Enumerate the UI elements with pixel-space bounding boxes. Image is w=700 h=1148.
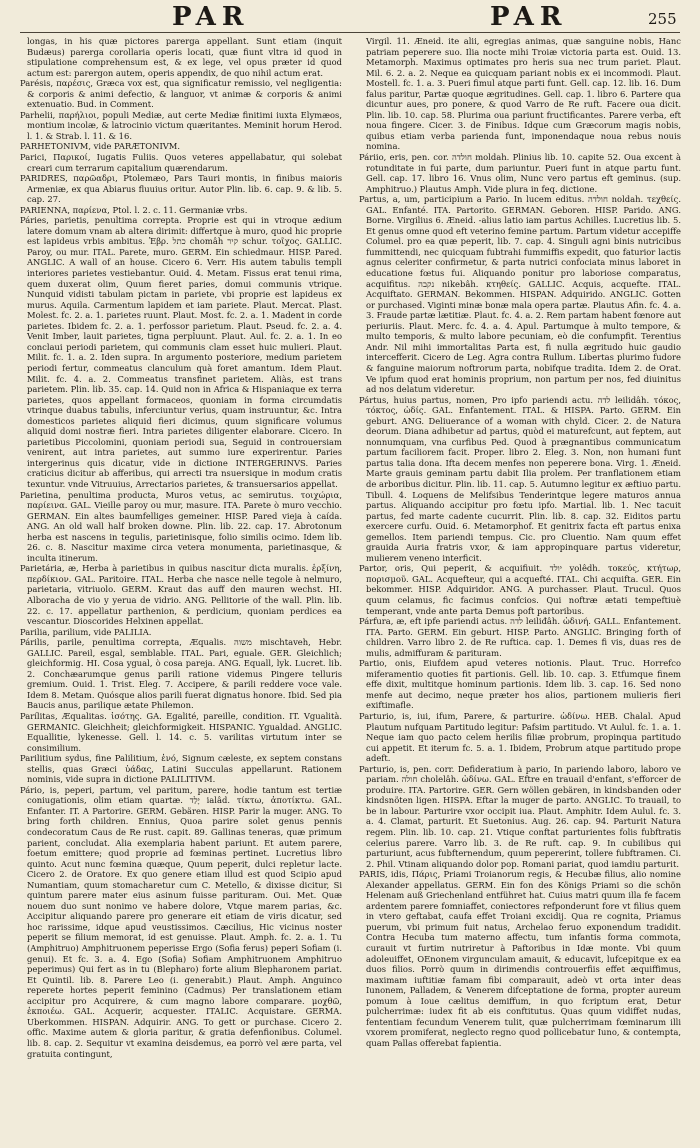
right-column xyxy=(359,36,681,1142)
dictionary-entry: Párilis, parile, penultima correpta, Æqualis. משוה mischtaveh, Hebr. GALLIC. Pareil, esgal, semblable. ITAL. Pari, eguale. GER. Gleichlich; gleichformig. HI. Cosa ygual, ò cosa pareja. ANG. Equall, lyk. Lucret. lib. 2. Conchæarumque genus parili ratione videmus Pingere telluris gremium. Ouid. 1. Trist. Eleg. 7. Accipere, & parili reddere voce vale. Idem 8. Metam. Quósque alios parili fuerat dignatus honore. Ibid. Sed pia Baucis anus, parilique ætate Philemon. xyxy=(20,637,342,711)
dictionary-entry: Parílitas, Æqualitas. ἰσότης. GA. Egalité, pareille, condition. IT. Vgualità. GERMANIC. Gleichheit; gleichformigkeit. HISPANIC. Ygualdad. ANGLIC. Equallitie, lykenesse. Gell. l. 14. c. 5. varilitas virtutum inter se consimilium. xyxy=(20,711,342,753)
dictionary-entry: Parésis, παρέσις, Græca vox est, qua significatur remissio, vel negligentia: & corporis & animi defectio, & languor, vt animæ & corporis & animi extenuatio. Bud. in Comment. xyxy=(20,78,342,110)
dictionary-entry: Parilitium sydus, fine Palilitium, ἐνό, Signum cæleste, ex septem constans stellis, quas Græci ὑάδας, Latini Succulas appellarunt. Rationem nominis, vide supra in dictione PALILITIVM. xyxy=(20,753,342,785)
dictionary-entry: PARIS, idis, Πάρις, Priami Troianorum regis, & Hecubæ filius, alio nomine Alexander appellatus. GERM. Ein fon des Königs Priami so die schön Helenam auß Griechenland entführet hat. Cuius matri quum illa fe facem ardentem parere fomniaffet, coniectores refponderunt fore vt filius quem in vtero geftabat, caufa effet Troiani excidij. Qua re cognita, Priamus puerum, vbi primum fuit natus, Archelao feruo exponendum tradidit. Contra Hecuba tum materno affectu, tum infantis forma commota, curauit vt furtim nutriretur à Paftoribus in Idæ monte. Vbi quum adoleuiffet, OEnonem virgunculam amauit, & educavit, lufcepitque ex ea duos filios. Porrò quum in dirimendis controuerfiis effet æquiffimus, maximam iuftitiæ famam fibi comparauit, adeò vt orta inter deas Iunonem, Palladem, & Venerem difceptatione de forma, propter aureum pomum à Ioue cælitus demiffum, in quo fcriptum erat, Detur pulcherrimæ: iudex fit ab eis conftitutus. Quas quum vidiffet nudas, fententiam fecundum Venerem tulit, quæ pulcherrimam fœminarum illi vxorem promiferat, neglecto regno quod pollicebatur Iuno, & contempta, quam Pallas offerebat fapientia. xyxy=(359,869,681,1048)
dictionary-entry: Parturio, is, iui, ifum, Parere, & parturire. ὠδίνω. HEB. Chalal. Apud Plautum nufquam Partitudo legitur: Pafsim partitudo. Vt Aulul. fc. 1. a. 1. Neque iam quo pacto celem herilis filiæ probrum, propinqua partitudo cui appetit. Et iterum fc. 5. a. 1. Ibidem, Probrum atque partitudo prope adeft. xyxy=(359,711,681,764)
dictionary-entry: Párfura, æ, eft ipfe pariendi actus. לדה leiliđâh. ὠδινή. GALL. Enfantement. ITA. Parto. GERM. Ein geburt. HISP. Parto. ANGLIC. Bringing forth of children. Varro libro 2. de Re ruftica. cap. 1. Demes fi vis, duas res de mulis, admiffuram & parituram. xyxy=(359,616,681,658)
dictionary-entry: Parici, Παρικοί, Iugatis Fuliis. Quos veteres appellabatur, qui solebat creari cum terrarum capitalium quærendarum. xyxy=(20,152,342,173)
dictionary-entry: Parietária, æ, Herba à parietibus in quibus nascitur dicta muralis. ἑρξίνη, περδίκιον. GAL. Paritoire. ITAL. Herba che nasce nelle tegole à nelmuro, parietaria, vitriuolo. GERM. Kraut das auff den mauren wechst. HI. Alboracha de vio y yerua de vidrio. ANG. Pellitorie of the wall. Plin. lib. 22. c. 17. appellatur parthenion, & perdicium, quoniam perdices ea vescantur. Dioscorides Helxinen appellat. xyxy=(20,563,342,627)
dictionary-entry: Partor, oris, Qui peperit, & acquifiuit. יולד yolêdh. τοκεύς, κτήτωρ, πορισμοῦ. GAL. Acquefteur, qui a acquefté. ITAL. Chi acquifta. GER. Ein bekommer. HISP. Adquiridor. ANG. A purchasser. Plaut. Trucul. Quos quum celamus, fic facimus confcios. Qui noftræ ætati tempeftiuè temperant, vnde ante parta Demus poft partoribus. xyxy=(359,563,681,616)
dictionary-entry: PARIDRES, παρῶαδρι, Ptolemæo, Pars Tauri montis, in finibus maioris Armeniæ, ex qua Abiarus fluuius oritur. Autor Plin. lib. 6. cap. 9. & lib. 5. cap. 27. xyxy=(20,173,342,205)
header-rule xyxy=(20,32,680,33)
dictionary-entry: Parietina, penultima producta, Muros vetus, ac semirutus. τοιχώρια, παρίεινα. GAL. Vieille paroy ou mur, masure. ITA. Parete ò muro vecchio. GERMAN. Ein altes baumfelliges gemeiner. HISP. Pared vieja à caída. ANG. An old wall half broken downe. Plin. lib. 22. cap. 17. Abrotonum herba est nascens in tegulis, parietinisque, folio similis ocimo. Idem lib. 26. c. 8. Nascitur maxime circa vetera monumenta, parietinasque, & inculta itinerum. xyxy=(20,489,342,563)
left-running-head: PAR xyxy=(172,2,250,32)
dictionary-entry: Parilia, parilium, vide PALILIA. xyxy=(20,626,152,637)
right-running-head: PAR xyxy=(490,2,568,32)
dictionary-entry: Páriio, eris, pen. cor. חולדה moldah. Plinius lib. 10. capite 52. Oua excent à rotunditate in fui parte, dum pariuntur. Pueri funt in atque partu funt. Gell. cap. 17. libro 16. Vnus olim, Nunc vero partus eft geminus. (sup. Amphitruo.) Plautus Amph. Vide plura in feq. dictione. xyxy=(359,152,681,194)
running-header xyxy=(0,0,700,40)
dictionary-entry: Partio, onis, Eiufdem apud veteres notionis. Plaut. Truc. Horrefco miferamentio quoties fit partionis. Gell. lib. 10. cap. 3. Etfumque finem effe dixit, multitque hominum partionis. Idem lib. 3. cap. 16. Sed nono menfe aut decimo, neque præter hos alios, partionem mulieris fieri exiftimafle. xyxy=(359,658,681,711)
dictionary-entry: Páries, parietis, penultima correpta. Proprie est qui in vtroque ædium latere domum vnam ab altera dirimit: differtque à muro, quod hic proprie est lapideus vrbis ambitus. Ἑβρ. כתל chomâh קיר schur. τοῖχος. GALLIC. Paroy, ou mur. ITAL. Parete, muro. GERM. Ein schiedmaur. HISP. Pared. ANGLIC. A wall of an house. Cicero 6. Verr. His autem tabulis templi interiores parietes vestiebantur. Ouid. 4. Metam. Fissus erat tenui rima, quem duxerat olim, Quum fieret paries, domui communis vtrique. Nunquid vidisti tabulam pictam in pariete, vbi proprie est lapideus ex murus. Aquila. Carmentum lapidem et iam pariete. Plaut. Mercat. Plast. Molest. fc. 2. a. 1. parietes ruunt. Plaut. Most. fc. 2. a. 1. Madent in corde parietes. Ibidem fc. 2. a. 1. perfossor parietum. Plaut. Pseud. fc. 2. a. 4. Venit Imber, lauit parietes, tigna perpluunt. Plaut. Aul. fc. 2. a. 1. In eo conclaui periodi parietem, qui communis clam esset huic mulieri. Plaut. Milit. fc. 1. a. 2. Iden supra. In argumento posteriore, medium parietem periodi fertur, commeatus clanculum quà foret amantum. Idem Plaut. Milit. fc. 4. a. 2. Commeatus transfinet parietem. Aliàs, est trans parietem. Plin. lib. 35. cap. 14. Quid non in Africa & Hispaniaque ex terra parietes, quos appellant formaceos, quoniam in forma circumdatis vtrinque duabus tabulis, inferciuntur verius, quam instruuntur, &c. Intra domesticos parietes aliquid fieri dicimus, quum significare volumus aliquid domi nostræ fieri. Intra parietes diligenter elaborare. Cicero. In parietibus Piccolomini, quoniam periodi sua, Seguid in controuersiam venirent, aut intra parietes, aut summo iure experirentur. Paries intergerinus quis dicatur, vide in dictione INTERGERINVS. Paries craticius dicitur ab afferibus, qui arrecti tra nsuersique in modum cratis texuntur. vnde Vitruuius, Arrectarios parietes, & transuersarios appellat. xyxy=(20,215,342,489)
dictionary-entry: Partus, a, um, participium a Pario. In lucem editus. חולדה noldah. τεχθείς. GAL. Enfanté. ITA. Partorito. GERMAN. Geboren. HISP. Parido. ANG. Borne. Virgilius 6. Æneid. -alius latio iam partus Achilles. Lucretius lib. 5. Et genus omne quod eft veterino femine partum. Partum videtur accepiffe Columel. pro ea quæ peperit, lib. 7. cap. 4. Singuli agni binis nutricibus fummittendi, nec quicquam fubtrahi fummiffis expedit, quo faturior lactis agnus celeriter confirmetur, & parta nutrici confociata minus laboret in educatione fœtus fui. Aliquando ponitur pro laboriose comparatus, acquifitus. נקבה nikebâh. κτηθείς. GALLIC. Acquis, acquefte. ITAL. Acquiftato. GERMAN. Bekommen. HISPAN. Adquirido. ANGLIC. Gotten or purchased. Viginti minæ bonæ mala opera partæ. Plautus Afin. fc. 4. a. 3. Fraude partæ lætitiæ. Plaut. fc. 4. a. 2. Rem partam habent fœnore aut periuriis. Plaut. Merc. fc. 4. a. 4. Apul. Partumque à multo tempore, & multo temporis, & multo labore pecuniam, eò die confumpfit. Terentius Andr. Nil mihi immortalitas Parta est, fi nulla ægritudo huic gaudio intercefferit. Cicero de Leg. Agra contra Rullum. Libertas plurimo fudore & fanguine maiorum noftrorum parta, nobifque tradita. Idem 2. de Orat. Ve ipfum quod erat hominis proprium, non partum per nos, fed diuinitus ad nos delatum videretur. xyxy=(359,194,681,395)
dictionary-entry: PARIENNA, παρίενα, Ptol. l. 2. c. 11. Germaniæ vrbs. xyxy=(20,204,248,215)
dictionary-entry: Virgil. 11. Æneid. ite alii, egregias animas, quæ sanguine nobis, Hanc patriam peperere suo. Ilia nocte mihi Troiæ victoria parta est. Ouid. 13. Metamorph. Maximus optimates pro heris sua nec trum pariet. Plaut. Mil. 6. 2. a. 2. Neque ea quicquam pariant nobis ex ei incommodi. Plaut. Mostell. fc. 1. a. 3. Pueri fimul atque parti funt. Gell. cap. 12. lib. 16. Dum falus paritur, Partæ quoque ægritudines. Gell. cap. 1. libro 6. Partere qua dicuntur aues, pro ponere, & quod Varro de Re ruft. Facere oua dicit. Plin. lib. 10. cap. 58. Plurima oua pariunt fructificantes. Parere verba, eft noua fingere. Cicer. 3. de Finibus. Idque cum Græcorum magis nobis, quibus etiam verba parienda funt, imponendaque noua rebus nouis nomina. xyxy=(366,36,681,152)
dictionary-entry: Parturio, is, pen. corr. Defideratium à pario, In pariendo laboro, laboro ve pariam. חולה cholelâh. ὠδίνω. GAL. Eftre en trauail d'enfant, s'efforcer de produire. ITA. Partorire. GER. Gern wöllen gebären, in kindsbanden oder kindsnöten ligen. HISPA. Eftar la muger de parto. ANGLIC. To trauail, to be in labour. Parturire vxor occipit iua. Plaut. Amphitr. Idem Aulul. fc. 3. a. 4. Clamat, parturit. Et Suetonius. Aug. 26. cap. 94. Parturit Natura regem. Plin. lib. 10. cap. 21. Vtique conftat parturientes folis fubftratis celerius parere. Varro lib. 3. de Re ruft. cap. 9. In cubilibus qui parturiunt, acus fubfternendum, quum pepererint, tollere fubftramen. Ci. 2. Phil. Vtinam aliquando dolor pop. Romani pariat, quod iamdiu parturit. xyxy=(359,763,681,869)
dictionary-entry: Parhelii, παρήλιοι, populi Mediæ, aut certe Mediæ finitimi iuxta Elymæos, montium incolæ, & latrocinio victum quæritantes. Meminit horum Herod. l. 1. & Strab. l. 11. & 16. xyxy=(20,109,342,141)
left-column xyxy=(20,36,342,1142)
dictionary-entry: PARHETONIVM, vide PARÆTONIVM. xyxy=(20,141,181,152)
dictionary-entry: Pário, is, peperi, partum, vel paritum, parere, hodie tantum est tertiæ coniugationis, olim etiam quartæ. יָלַד ialâd. τίκτω, ἀποτίκτω. GAL. Enfanter. IT. A Partorire. GERM. Gebären. HISP. Parir la muger. ANG. To bring forth children. Ennius, Quoa parire solet genus pennis condecoratum Caus de Re rust. capit. 89. Gallinas teneras, quæ primum parient, concludat. Alia exemplaria habent pariunt. Et autem parere, foetum emittere; quod proprie ad fœminas pertinet. Lucretius libro quinto. Acut nunc fœmina quæque, Quum peperit, dulci repletur lacte. Cicero 2. de Oratore. Ex quo genere etiam illud est quod Scipio apud Numantiam, quum stomacharetur cum C. Metello, & dixisse dicitur, Si quintum parere mater eius asinum fuisse parituram. Oui. Met. Quæ nouem duo sunt nonimo ve habere dolore, Vtque marem parias, &c. Accipitur aliquando parere pro generare eit etiam de viris dicatur, sed hoc rarissime, idque apud veustissimos. Cæcilius, Hic vicinus noster peperit se filium memorat, id est genuisse. Plaut. Amph. fc. 2. a. 1. Tu (Amphitruo) Amphitruonem peperisse Ergo (Sofia ferus) peperi Sofiam (i. genui). Et fc. 3. a. 4. Ego (Sofia) Sofiam Amphitruonem Amphitruo peperimus) Qui fert as in tu (Blepharo) forte alium Blepharonem pariat. Et Quintil. lib. 8. Parere Leo (i. generabit.) Plaut. Amph. Anguinco reperete hortes peperit feminino (Cadmus) Per translationem etiam accipitur pro Acquirere, & cum magno labore comparare. μοχθῶ, ἐκποιέω. GAL. Acquerir, acquester. ITALIC. Acquistare. GERMA. Uberkommen. HISPAN. Adquirir. ANG. To gett or purchase. Cicero 2. offic. Maxime autem & gloria paritur, & gratia defenfionibus. Columel. lib. 8. cap. 2. Sequitur vt examina deisdemus, ea porrò vel ære parta, vel gratuita contingunt, xyxy=(20,784,342,1059)
page-number: 255 xyxy=(648,10,677,28)
dictionary-entry: longas, in his quæ pictores parerga appellant. Sunt etiam (inquit Budæus) parerga corollaria operis locati, quæ fiunt vltra id quod in stipulatione comprehensum est, & ex lege, vel opus præter id quod actum est: parergon autem, operis appendix, de quo nihil actum erat. xyxy=(27,36,342,78)
dictionary-entry: Pártus, huius partus, nomen, Pro ipfo pariendi actu. לדה leilidâh. τόκος, τόκτος, ὠδίς. GAL. Enfantement. ITAL. & HISPA. Parto. GERM. Ein geburt. ANG. Deliuerance of a woman with chyld. Cicer. 2. de Natura deorum. Diana adhibetur ad partus, quòd ei maturefcunt, aut feptem, aut nonnumquam, vna curfibus Ped. Quod à prægnantibus communicatum partum faciliorem facit. Proper. libro 2. Eleg. 3. Non, non humani funt partus talia dona. Ifta decem menfes non peperere bona. Virg. 1. Æneid. Marte grauis geminam partu dabit Ilia prolem. Per tranflationem etiam de arboribus dicitur. Plin. lib. 11. cap. 5. Autumno legitur ex æftiuo partu. Tibull. 4. Loquens de Melifsibus Tenderintque legere maturos annua partus. Aliquando accipitur pro fœtu ipfo. Martial. lib. 1. Nec tacuit partus, fed marte cadente cucurrit. Plin. lib. 8. cap. 32. Eiditos partu exercere curfu. Ouid. 6. Metamorphof. Et genitrix facta eft partus enixa gemellos. Item pariendi tempus. Cic. pro Cluentio. Nam quum effet grauida Auria fratris vxor, & iam appropinquare partus videretur, mulierem veneno interficit. xyxy=(359,394,681,563)
